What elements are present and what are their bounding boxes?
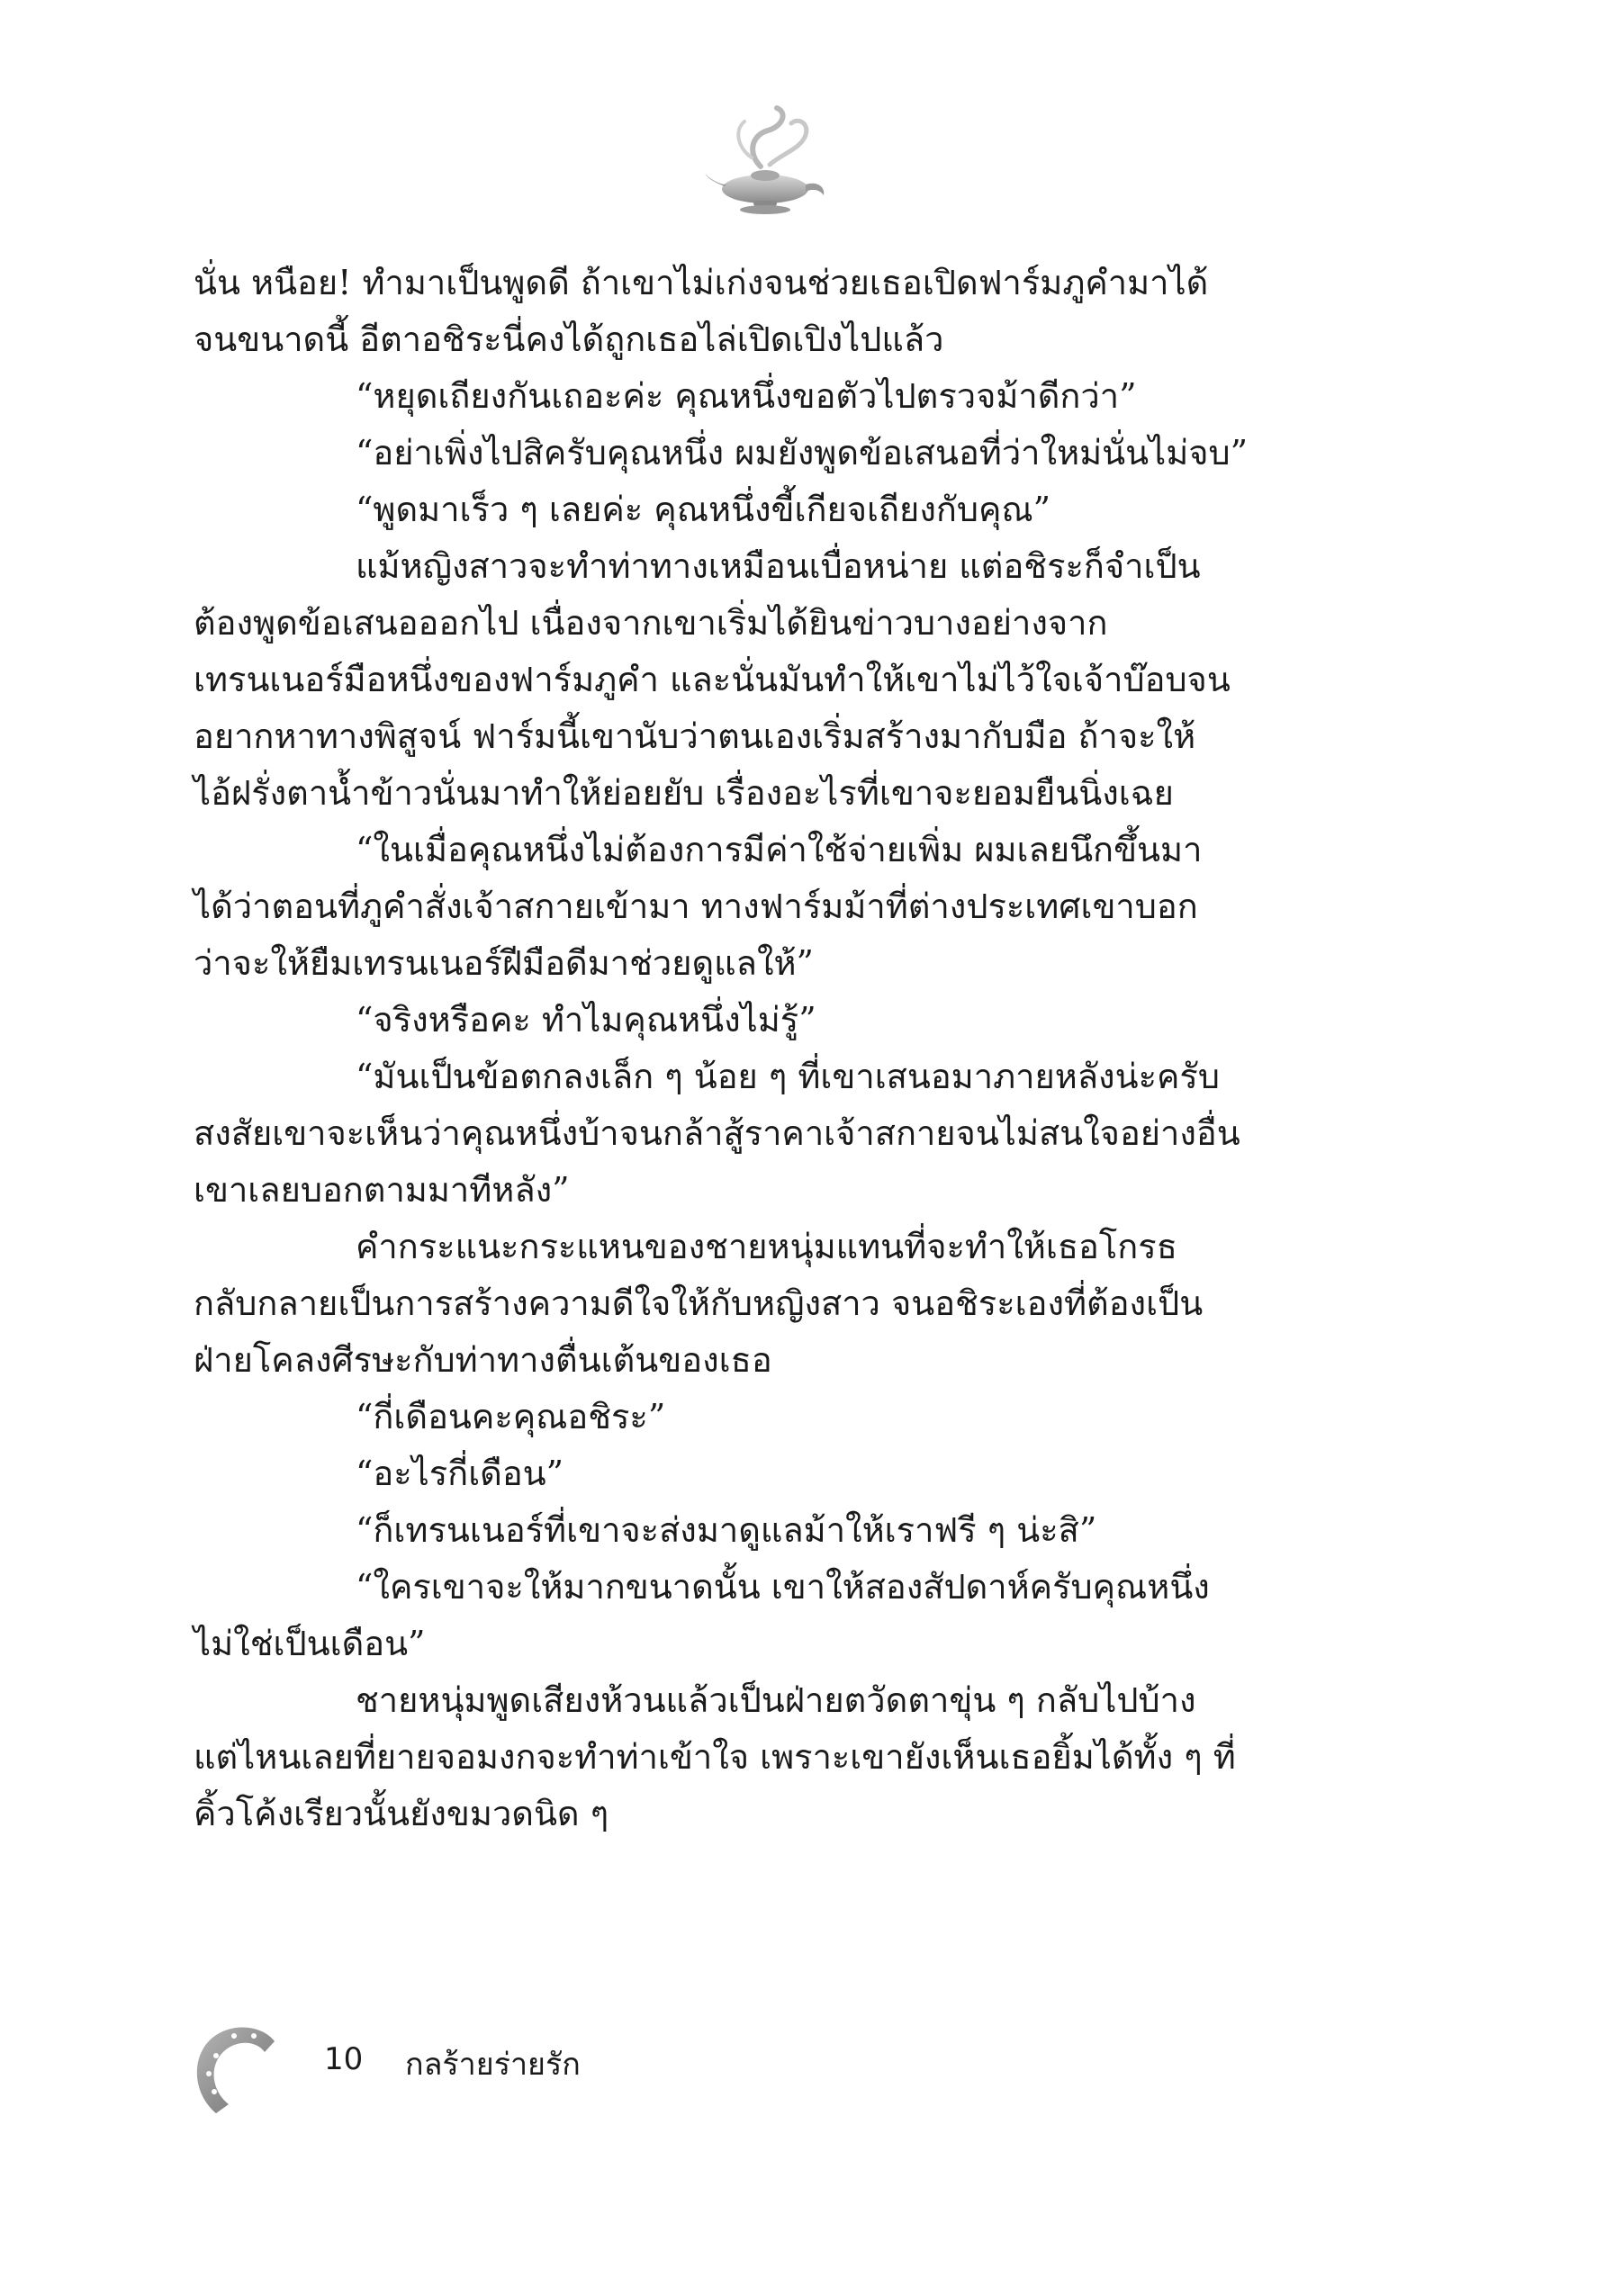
text-line: ได้ว่าตอนที่ภูคำสั่งเจ้าสกายเข้ามา ทางฟาร์มม้าที่ต่างประเทศเขาบอก: [194, 887, 1198, 926]
book-title: กลร้ายร่ายรัก: [405, 2047, 581, 2083]
text-line: จนขนาดนี้ อีตาอชิระนี่คงได้ถูกเธอไล่เปิดเปิงไปแล้ว: [194, 320, 944, 359]
text-line: “ใครเขาจะให้มากขนาดนั้น เขาให้สองสัปดาห์ครับคุณหนึ่ง: [356, 1567, 1210, 1607]
page-number: 10: [324, 2041, 364, 2077]
text-line: ว่าจะให้ยืมเทรนเนอร์ฝีมือดีมาช่วยดูแลให้”: [194, 943, 814, 983]
text-line: แม้หญิงสาวจะทำท่าทางเหมือนเบื่อหน่าย แต่อชิระก็จำเป็น: [356, 546, 1201, 586]
text-line: “กี่เดือนคะคุณอชิระ”: [356, 1397, 666, 1436]
text-line: “อย่าเพิ่งไปสิครับคุณหนึ่ง ผมยังพูดข้อเสนอที่ว่าใหม่นั่นไม่จบ”: [356, 433, 1249, 473]
text-line: “หยุดเถียงกันเถอะค่ะ คุณหนึ่งขอตัวไปตรวจม้าดีกว่า”: [356, 376, 1137, 416]
genie-lamp-icon: [698, 104, 833, 221]
text-line: “มันเป็นข้อตกลงเล็ก ๆ น้อย ๆ ที่เขาเสนอมาภายหลังน่ะครับ: [356, 1057, 1220, 1096]
text-line: อยากหาทางพิสูจน์ ฟาร์มนี้เขานับว่าตนเองเริ่มสร้างมากับมือ ถ้าจะให้: [194, 716, 1196, 756]
text-line: นั่น หนือย! ทำมาเป็นพูดดี ถ้าเขาไม่เก่งจนช่วยเธอเปิดฟาร์มภูคำมาได้: [194, 263, 1209, 302]
horseshoe-icon: [189, 2016, 288, 2124]
body-text: [194, 255, 1341, 1842]
text-line: “อะไรกี่เดือน”: [356, 1454, 564, 1493]
text-line: สงสัยเขาจะเห็นว่าคุณหนึ่งบ้าจนกล้าสู้ราคาเจ้าสกายจนไม่สนใจอย่างอื่น: [194, 1113, 1240, 1153]
text-line: คำกระแนะกระแหนของชายหนุ่มแทนที่จะทำให้เธอโกรธ: [356, 1227, 1177, 1266]
text-line: “ก็เทรนเนอร์ที่เขาจะส่งมาดูแลม้าให้เราฟรี ๆ น่ะสิ”: [356, 1510, 1097, 1550]
text-line: “พูดมาเร็ว ๆ เลยค่ะ คุณหนึ่งขี้เกียจเถียงกับคุณ”: [356, 490, 1051, 529]
text-line: ฝ่ายโคลงศีรษะกับท่าทางตื่นเต้นของเธอ: [194, 1340, 772, 1380]
text-line: “จริงหรือคะ ทำไมคุณหนึ่งไม่รู้”: [356, 1000, 816, 1040]
text-line: แต่ไหนเลยที่ยายจอมงกจะทำท่าเข้าใจ เพราะเขายังเห็นเธอยิ้มได้ทั้ง ๆ ที่: [194, 1737, 1236, 1777]
text-line: ชายหนุ่มพูดเสียงห้วนแล้วเป็นฝ่ายตวัดตาขุ่น ๆ กลับไปบ้าง: [356, 1680, 1196, 1720]
page-footer: [189, 2016, 909, 2124]
text-line: ไอ้ฝรั่งตาน้ำข้าวนั่นมาทำให้ย่อยยับ เรื่องอะไรที่เขาจะยอมยืนนิ่งเฉย: [194, 773, 1174, 813]
text-line: คิ้วโค้งเรียวนั้นยังขมวดนิด ๆ: [194, 1794, 609, 1833]
text-line: เขาเลยบอกตามมาทีหลัง”: [194, 1170, 570, 1210]
text-line: ไม่ใช่เป็นเดือน”: [194, 1624, 426, 1663]
text-line: เทรนเนอร์มือหนึ่งของฟาร์มภูคำ และนั่นมันทำให้เขาไม่ไว้ใจเจ้าบ๊อบจน: [194, 660, 1231, 699]
text-line: “ในเมื่อคุณหนึ่งไม่ต้องการมีค่าใช้จ่ายเพิ่ม ผมเลยนึกขึ้นมา: [356, 830, 1203, 869]
text-line: ต้องพูดข้อเสนอออกไป เนื่องจากเขาเริ่มได้ยินข่าวบางอย่างจาก: [194, 603, 1108, 643]
text-line: กลับกลายเป็นการสร้างความดีใจให้กับหญิงสาว จนอชิระเองที่ต้องเป็น: [194, 1283, 1204, 1323]
